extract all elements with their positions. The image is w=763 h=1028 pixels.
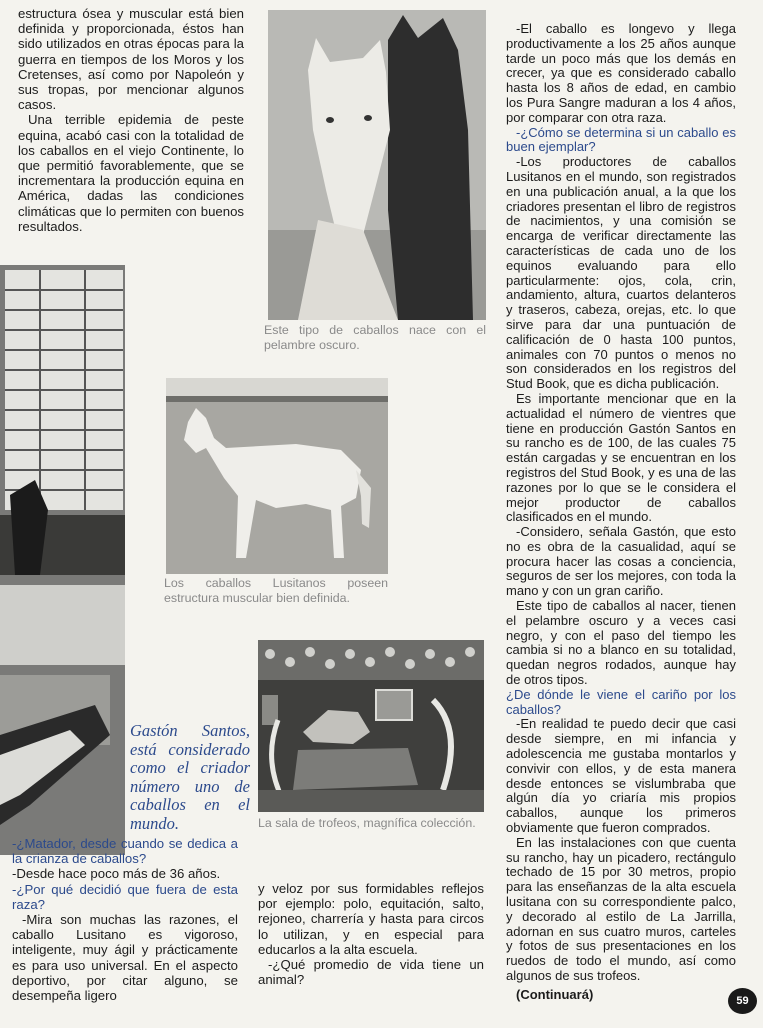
interview-answer: -Considero, señala Gastón, que esto no es obra de la casualidad, aquí se procura hacer las cosas a conciencia, seguros de ser los mejores, con toda la mano y con un gran cariño.	[506, 524, 736, 599]
interior-photo	[0, 265, 125, 855]
article-paragraph: Este tipo de caballos al nacer, tienen el pelambre oscuro y a veces casi negro, y con el paso del tiempo les cambia si no a blanco en su totalidad, quedan negros rodados, aunque hay de otros tipos.	[506, 598, 736, 688]
article-paragraph: En las instalaciones con que cuenta su rancho, hay un picadero, rectángulo techado de 15 por 30 metros, propio para las enseñanzas de la alta escuela lusitana con su correspondiente palco, y decorado al estilo de La Jarrilla, adornan en sus cuatro muros, carteles y fotos de sus presentaciones en los ruedos de todo el mundo, así como algunos de sus trofeos.	[506, 834, 736, 983]
interview-answer: -Mira son muchas las razones, el caballo Lusitano es vigoroso, inteligente, muy ágil y prácticamente es para uso universal. En el aspecto deportivo, por citar alguno, se desempeña ligero	[12, 912, 238, 1004]
interview-answer: -Desde hace poco más de 36 años.	[12, 866, 221, 882]
trophy-room-caption: La sala de trofeos, magnífica colección.	[258, 816, 476, 830]
article-column-3	[506, 22, 736, 1003]
interview-question: -¿Por qué decidió que fuera de esta raza?	[12, 881, 238, 912]
interview-question: -¿Matador, desde cuando se dedica a la crianza de caballos?	[12, 836, 238, 867]
article-paragraph: Una terrible epidemia de peste equina, acabó casi con la totalidad de los caballos en el viejo Continente, lo que permitió favorablemente, que se incrementara la producción equina en América, dadas las condiciones climáticas que lo permiten con buenos resultados.	[18, 112, 244, 234]
continued-label: (Continuará)	[516, 986, 594, 1002]
lusitano-caption: Los caballos Lusitanos poseen estructura muscular bien definida.	[164, 576, 388, 605]
article-column-1-bottom	[12, 836, 238, 1003]
page-number: 59	[728, 988, 757, 1014]
foals-caption: Este tipo de caballos nace con el pelambre oscuro.	[264, 323, 486, 352]
interview-answer: -En realidad te puedo decir que casi desde siempre, en mi infancia y adolescencia me gustaba montarlos y convivir con ellos, y de esta manera desde entonces se vislumbraba que algún día yo criaría mis propios caballos, aunque los primeros obviamente que fueron comprados.	[506, 716, 736, 836]
interview-answer: -Los productores de caballos Lusitanos en el mundo, son registrados en una publicación anual, a la que los criadores presentan el libro de registros de nacimientos, y una comisión se encarga de verificar directamente las características de cada uno de los equinos evaluando para ello particularmente: ojos, cola, crin, andamiento, altura, cuartos delanteros y traseros, cabeza, orejas, etc. lo que sirve para dar una puntuación de calificación de 0 hasta 100 puntos, animales con 70 puntos o menos no son considerados en los registros del Stud Book, que es dicha publicación.	[506, 154, 736, 392]
interview-question: ¿De dónde le viene el cariño por los caballos?	[506, 686, 736, 717]
lusitano-horse-photo	[166, 378, 388, 574]
foals-photo	[268, 10, 486, 320]
article-column-1-top	[18, 6, 244, 234]
article-column-2-bottom	[258, 881, 484, 987]
article-paragraph: estructura ósea y muscular está bien definida y proporcionada, éstos han sido utilizados en otras épocas para la guerra en tiempos de los Moros y los Cretenses, así como por Napoleón y sus tropas, por mencionar algunos casos.	[18, 6, 244, 113]
interview-answer: -El caballo es longevo y llega productivamente a los 25 años aunque tarde un poco más que los demás en crecer, ya que es considerado caballo hasta los 8 años de edad, en cambio los Pura Sangre maduran a los 4 años, por comparar con otra raza.	[506, 21, 736, 125]
pull-quote: Gastón Santos, está considerado como el criador número uno de caballos en el mundo.	[130, 721, 250, 833]
article-paragraph: Es importante mencionar que en la actualidad el número de vientres que tiene en producción Gastón Santos en su rancho es de 100, de las cuales 75 están cargadas y se encuentran en los registros del Stud Book, y es una de las razones por lo que se le considera el mejor productor de caballos clasificados en el mundo.	[506, 390, 736, 525]
trophy-room-photo	[258, 640, 484, 812]
interview-question: -¿Cómo se determina si un caballo es buen ejemplar?	[506, 124, 736, 155]
article-paragraph: y veloz por sus formidables reflejos por ejemplo: polo, equitación, salto, rejoneo, charrería y hasta para circos lo utilizan, y en especial para educarlos a la alta escuela.	[258, 881, 484, 957]
interview-question: -¿Qué promedio de vida tiene un animal?	[258, 957, 484, 988]
